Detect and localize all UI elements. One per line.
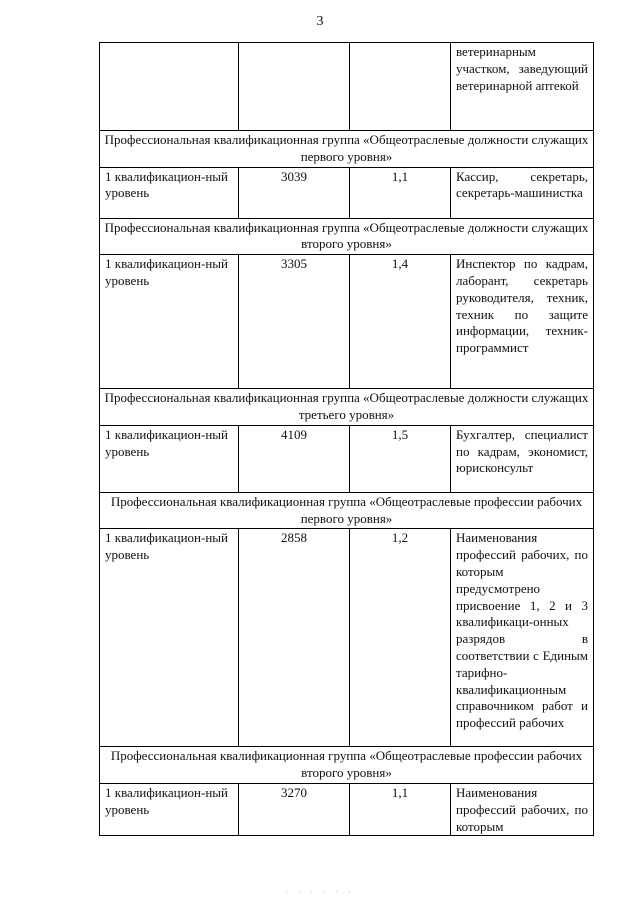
salary-table [99, 42, 594, 836]
positions-cell: Наименования профессий рабочих, по которым [451, 783, 594, 835]
group-title: Профессиональная квалификационная группа «Общеотраслевые профессии рабочих первого уровня» [100, 492, 594, 529]
level-cell [100, 43, 239, 131]
positions-cell: Бухгалтер, специалист по кадрам, экономист, юрисконсульт [451, 425, 594, 492]
table-row [100, 167, 594, 218]
salary-cell: 4109 [239, 425, 350, 492]
table-row [100, 425, 594, 492]
group-header-row [100, 492, 594, 529]
table-row [100, 255, 594, 389]
salary-cell: 3039 [239, 167, 350, 218]
footer-marks: . . . . . . [285, 884, 355, 894]
level-cell: 1 квалификацион-ный уровень [100, 783, 239, 835]
table-row [100, 529, 594, 747]
level-cell: 1 квалификацион-ный уровень [100, 255, 239, 389]
group-title: Профессиональная квалификационная группа «Общеотраслевые должности служащих первого уровня» [100, 131, 594, 168]
coefficient-cell: 1,1 [350, 783, 451, 835]
positions-cell: Наименования профессий рабочих, по которым предусмотрено присвоение 1, 2 и 3 квалификаци-онных разрядов в соответствии с Единым тарифно-квалификационным справочником работ и профессий рабочих [451, 529, 594, 747]
group-header-row [100, 218, 594, 255]
coefficient-cell: 1,5 [350, 425, 451, 492]
level-cell: 1 квалификацион-ный уровень [100, 167, 239, 218]
table-row [100, 783, 594, 835]
group-title: Профессиональная квалификационная группа «Общеотраслевые профессии рабочих второго уровня» [100, 747, 594, 784]
continuation-row [100, 43, 594, 131]
level-cell: 1 квалификацион-ный уровень [100, 529, 239, 747]
positions-cell: Кассир, секретарь, секретарь-машинистка [451, 167, 594, 218]
group-title: Профессиональная квалификационная группа «Общеотраслевые должности служащих третьего уровня» [100, 389, 594, 426]
group-header-row [100, 131, 594, 168]
page-number: 3 [316, 14, 324, 29]
salary-cell: 3305 [239, 255, 350, 389]
group-header-row [100, 747, 594, 784]
group-title: Профессиональная квалификационная группа «Общеотраслевые должности служащих второго уровня» [100, 218, 594, 255]
salary-cell [239, 43, 350, 131]
coefficient-cell: 1,2 [350, 529, 451, 747]
coefficient-cell [350, 43, 451, 131]
salary-cell: 2858 [239, 529, 350, 747]
coefficient-cell: 1,1 [350, 167, 451, 218]
group-header-row [100, 389, 594, 426]
positions-cell: ветеринарным участком, заведующий ветеринарной аптекой [451, 43, 594, 131]
positions-cell: Инспектор по кадрам, лаборант, секретарь руководителя, техник, техник по защите информации, техник-программист [451, 255, 594, 389]
coefficient-cell: 1,4 [350, 255, 451, 389]
level-cell: 1 квалификацион-ный уровень [100, 425, 239, 492]
salary-cell: 3270 [239, 783, 350, 835]
